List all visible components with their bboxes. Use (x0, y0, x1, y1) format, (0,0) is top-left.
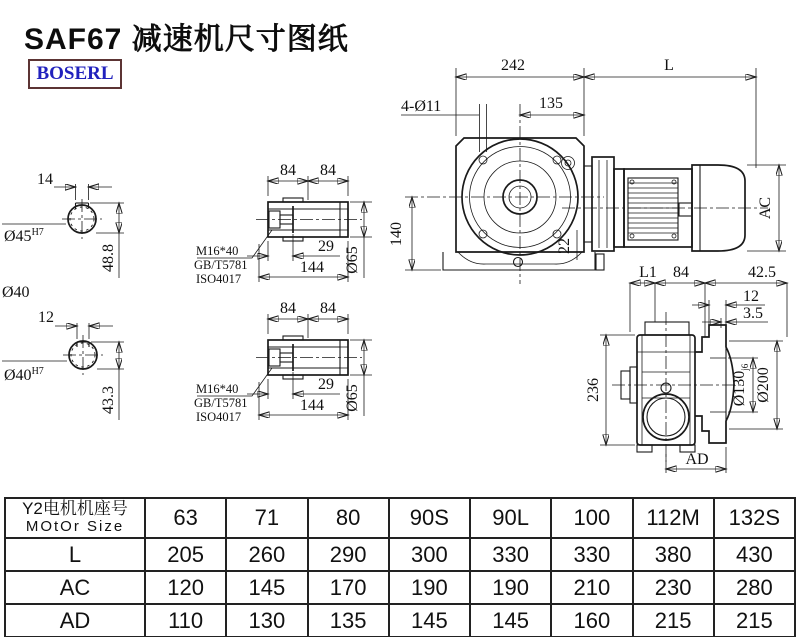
dim-label-segment: 84 (673, 264, 689, 281)
dim-label-spigot: $Ø130_{j6}$ (731, 363, 750, 407)
page-title: SAF67 减速机尺寸图纸 (24, 23, 349, 56)
table-row-motor-size (5, 498, 795, 538)
table-cell: 120 (145, 571, 226, 604)
table-cell: 112M (633, 498, 714, 538)
bolt-spec-label: M16*40 (196, 244, 239, 258)
table-cell: 330 (470, 538, 551, 571)
table-cell: 330 (551, 538, 632, 571)
table-cell: 300 (389, 538, 470, 571)
table-row-label: AD (5, 604, 145, 637)
dim-label-overall-width: 242 (501, 57, 525, 74)
bore-label: $Ø45^{H7}$ (4, 227, 44, 245)
hollow-shaft-detail-1 (194, 162, 372, 286)
table-cell: 260 (226, 538, 307, 571)
dim-label-foot: 22 (556, 238, 573, 254)
dim-label-bolt-depth: 29 (318, 376, 334, 393)
table-cell: 90L (470, 498, 551, 538)
dim-label-total-length: 144 (300, 397, 324, 414)
dim-label-keyway-depth: 48.8 (100, 244, 117, 272)
table-row-AD (5, 604, 795, 637)
dim-label-keyway-width: 12 (38, 309, 54, 326)
table-cell: 230 (633, 571, 714, 604)
bore-note-label: Ø40 (2, 284, 30, 301)
shaft-section-1 (2, 171, 124, 278)
table-cell: 290 (308, 538, 389, 571)
table-cell: 380 (633, 538, 714, 571)
table-cell: 63 (145, 498, 226, 538)
dim-label-step: 12 (743, 288, 759, 305)
dim-label-segment-a: 84 (280, 300, 296, 317)
table-cell: 90S (389, 498, 470, 538)
table-row-AC (5, 571, 795, 604)
bolt-standard-label: GB/T5781 (194, 396, 248, 410)
dim-label-center-height: 140 (388, 222, 405, 246)
table-cell: 215 (714, 604, 795, 637)
dim-label-motor-length: L (664, 57, 674, 74)
table-cell: 145 (389, 604, 470, 637)
table-cell: 190 (389, 571, 470, 604)
table-cell: 215 (633, 604, 714, 637)
table-cell: 71 (226, 498, 307, 538)
table-header-cell: Y2电机机座号 MOtOr Size (5, 498, 145, 538)
dim-label-edge: 42.5 (748, 264, 776, 281)
table-cell: 430 (714, 538, 795, 571)
table-row-L (5, 538, 795, 571)
bolt-standard-label: ISO4017 (196, 272, 242, 286)
dim-label-flange-offset: 135 (539, 95, 563, 112)
shaft-section-2 (2, 309, 124, 420)
side-view (585, 264, 787, 473)
dim-label-height: 236 (585, 378, 602, 402)
dim-label-keyway-depth: 43.3 (100, 386, 117, 414)
table-cell: 130 (226, 604, 307, 637)
table-cell: 145 (470, 604, 551, 637)
table-cell: 145 (226, 571, 307, 604)
table-cell: 160 (551, 604, 632, 637)
table-cell: 110 (145, 604, 226, 637)
dim-label-bolt-holes: 4-Ø11 (401, 98, 442, 115)
table-cell: 205 (145, 538, 226, 571)
dim-label-segment-b: 84 (320, 300, 336, 317)
table-cell: 135 (308, 604, 389, 637)
table-cell: 100 (551, 498, 632, 538)
dim-label-motor-diameter: AC (757, 196, 774, 220)
dim-label-total-length: 144 (300, 259, 324, 276)
dim-label-lip: 3.5 (743, 305, 763, 322)
table-cell: 80 (308, 498, 389, 538)
table-row-label: AC (5, 571, 145, 604)
bore-label: $Ø40^{H7}$ (4, 366, 44, 384)
logo-text: BOSERL (36, 63, 114, 84)
dim-label-outer-diameter: Ø65 (344, 384, 361, 412)
dim-label-l1: L1 (639, 264, 657, 281)
dim-label-keyway-width: 14 (37, 171, 53, 188)
dimension-table (4, 497, 796, 637)
table-row-label: L (5, 538, 145, 571)
main-view (388, 57, 786, 284)
dim-label-segment-b: 84 (320, 162, 336, 179)
table-cell: 190 (470, 571, 551, 604)
table-cell: 132S (714, 498, 795, 538)
dim-label-ad: AD (685, 451, 709, 468)
table-cell: 280 (714, 571, 795, 604)
bolt-standard-label: ISO4017 (196, 410, 242, 424)
dim-label-segment-a: 84 (280, 162, 296, 179)
dim-label-bolt-depth: 29 (318, 238, 334, 255)
hollow-shaft-detail-2 (194, 300, 372, 424)
bolt-standard-label: GB/T5781 (194, 258, 248, 272)
table-cell: 210 (551, 571, 632, 604)
dim-label-flange-od: Ø200 (755, 367, 772, 403)
dim-label-outer-diameter: Ø65 (344, 246, 361, 274)
bolt-spec-label: M16*40 (196, 382, 239, 396)
table-cell: 170 (308, 571, 389, 604)
